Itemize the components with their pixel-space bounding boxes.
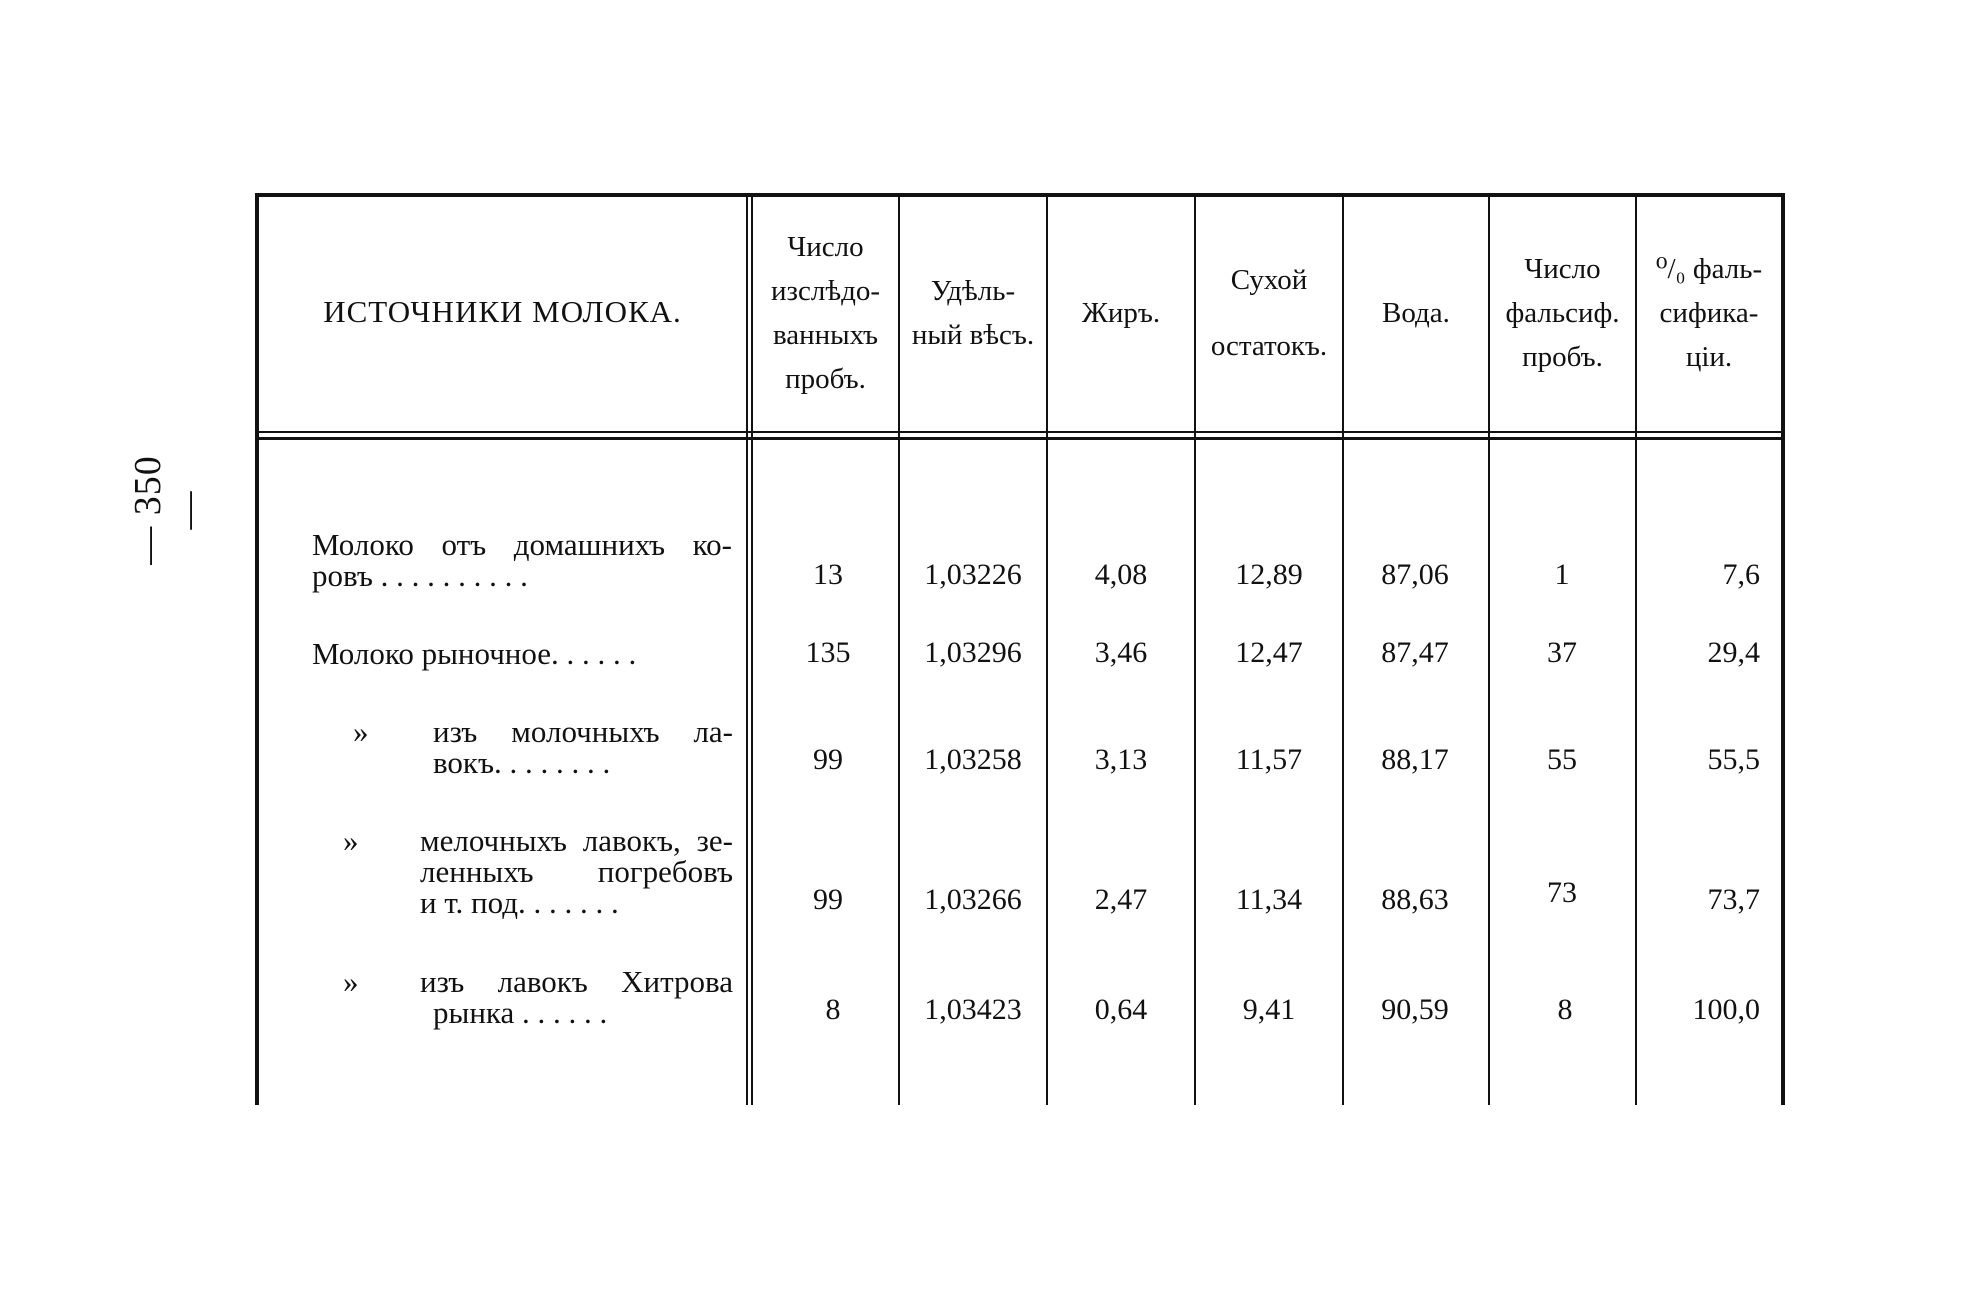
cell-samples: 8 xyxy=(825,993,841,1026)
cell-samples: 135 xyxy=(805,636,851,669)
cell-percent: 73,7 xyxy=(1707,883,1760,916)
cell-samples: 99 xyxy=(813,743,843,776)
cell-fat: 3,13 xyxy=(1094,743,1148,776)
cell-specific-gravity: 1,03296 xyxy=(924,636,1022,669)
row-label: Молоко отъ домашнихъ ко- ровъ . . . . . . . . . . xyxy=(312,527,732,593)
header-dry-residue: Сухой остатокъ. xyxy=(1210,264,1328,362)
cell-water: 87,06 xyxy=(1381,558,1449,591)
header-specific-gravity: Удѣль- ный вѣсъ. xyxy=(911,275,1035,351)
cell-percent: 100,0 xyxy=(1692,993,1760,1026)
data-table xyxy=(255,193,1785,1105)
page-number: — 350 — xyxy=(127,455,209,565)
row-label: мелочныхъ лавокъ, зе- ленныхъ погребовъ и т. под. . . . . . . xyxy=(420,823,733,920)
header-water: Вода. xyxy=(1382,297,1450,329)
row-label: изъ молочныхъ ла- вокъ. . . . . . . . xyxy=(433,714,733,780)
cell-samples: 99 xyxy=(813,883,843,916)
cell-percent: 29,4 xyxy=(1707,636,1760,669)
column-divider xyxy=(746,197,748,1105)
cell-falsified: 8 xyxy=(1557,993,1573,1026)
cell-percent: 55,5 xyxy=(1707,743,1760,776)
cell-water: 88,63 xyxy=(1381,883,1449,916)
header-samples: Число изслѣдо- ванныхъ пробъ. xyxy=(771,231,880,395)
cell-specific-gravity: 1,03258 xyxy=(924,743,1022,776)
header-source: ИСТОЧНИКИ МОЛОКА. xyxy=(323,294,682,329)
ditto-mark: » xyxy=(343,964,359,999)
header-fat: Жиръ. xyxy=(1081,297,1161,329)
cell-fat: 3,46 xyxy=(1094,636,1148,669)
cell-specific-gravity: 1,03226 xyxy=(924,558,1022,591)
cell-fat: 0,64 xyxy=(1094,993,1148,1026)
row-label: Молоко рыночное. . . . . . xyxy=(312,636,637,671)
ditto-mark: » xyxy=(353,714,369,749)
cell-falsified: 37 xyxy=(1547,636,1577,669)
ditto-mark: » xyxy=(343,823,359,858)
cell-falsified: 73 xyxy=(1547,876,1577,909)
cell-samples: 13 xyxy=(813,558,843,591)
cell-water: 90,59 xyxy=(1381,993,1449,1026)
cell-dry-residue: 12,47 xyxy=(1235,636,1303,669)
cell-water: 87,47 xyxy=(1381,636,1449,669)
cell-fat: 4,08 xyxy=(1094,558,1148,591)
cell-water: 88,17 xyxy=(1381,743,1449,776)
cell-falsified: 1 xyxy=(1554,558,1570,591)
cell-percent: 7,6 xyxy=(1722,558,1760,591)
cell-specific-gravity: 1,03423 xyxy=(924,993,1022,1026)
cell-specific-gravity: 1,03266 xyxy=(924,883,1022,916)
header-rule-second xyxy=(259,437,1781,440)
header-falsified: Число фальсиф. пробъ. xyxy=(1505,253,1620,373)
cell-fat: 2,47 xyxy=(1094,883,1148,916)
header-rule xyxy=(259,431,1781,433)
table-right-rule xyxy=(1781,193,1785,1105)
header-percent-falsified: ⁰/₀ фаль- сифика- ціи. xyxy=(1655,253,1763,373)
cell-dry-residue: 12,89 xyxy=(1235,558,1303,591)
cell-dry-residue: 11,34 xyxy=(1235,883,1303,916)
row-label: изъ лавокъ Хитрова рынка . . . . . . xyxy=(420,964,733,1030)
cell-dry-residue: 11,57 xyxy=(1235,743,1303,776)
cell-dry-residue: 9,41 xyxy=(1242,993,1296,1026)
cell-falsified: 55 xyxy=(1547,743,1577,776)
